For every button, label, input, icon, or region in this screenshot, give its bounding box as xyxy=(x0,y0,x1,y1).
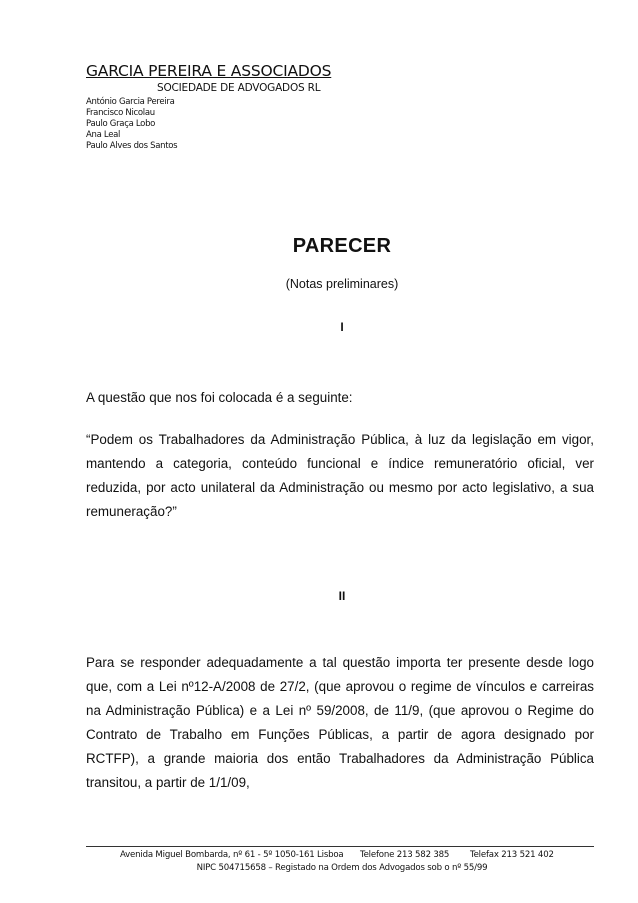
footer-fax: Telefax 213 521 402 xyxy=(470,850,554,860)
partner-name: António Garcia Pereira xyxy=(86,97,175,107)
footer-phone: Telefone 213 582 385 xyxy=(360,850,450,860)
footer-registration: NIPC 504715658 – Registado na Ordem dos Advogados sob o nº 55/99 xyxy=(196,863,488,873)
partner-name: Ana Leal xyxy=(86,130,121,140)
firm-name: GARCIA PEREIRA E ASSOCIADOS xyxy=(86,62,332,80)
document-title: PARECER xyxy=(292,235,392,257)
intro-paragraph: A questão que nos foi colocada é a seguinte: xyxy=(86,390,353,405)
partner-name: Francisco Nicolau xyxy=(86,108,155,118)
body-paragraph: Para se responder adequadamente a tal questão importa ter presente desde logo que, com a Lei nº12-A/2008 de 27/2, (que aprovou o regime de vínculos e carreiras na Administração Pública) e a Lei nº 59/2008, de 11/9, (que aprovou o Regime do Contrato de Trabalho em Funções Públicas, a partir de agora designado por RCTFP), a grande maioria dos então Trabalhadores da Administração Pública transitou, a partir de 1/1/09, xyxy=(86,655,594,791)
firm-subtitle: SOCIEDADE DE ADVOGADOS RL xyxy=(157,82,321,94)
partners-list xyxy=(86,97,177,152)
footer-address: Avenida Miguel Bombarda, nº 61 - 5º 1050-161 Lisboa xyxy=(120,850,344,860)
footer-divider xyxy=(86,846,594,847)
partner-name: Paulo Graça Lobo xyxy=(86,119,156,129)
section-heading-1: I xyxy=(340,320,344,334)
partner-name: Paulo Alves dos Santos xyxy=(86,141,178,151)
section-heading-2: II xyxy=(338,589,346,603)
question-paragraph: “Podem os Trabalhadores da Administração Pública, à luz da legislação em vigor, mantendo a categoria, conteúdo funcional e índice remuneratório oficial, ver reduzida, por acto unilateral da Administração ou mesmo por acto legislativo, a sua remuneração?” xyxy=(86,432,594,520)
document-subtitle: (Notas preliminares) xyxy=(285,277,399,291)
